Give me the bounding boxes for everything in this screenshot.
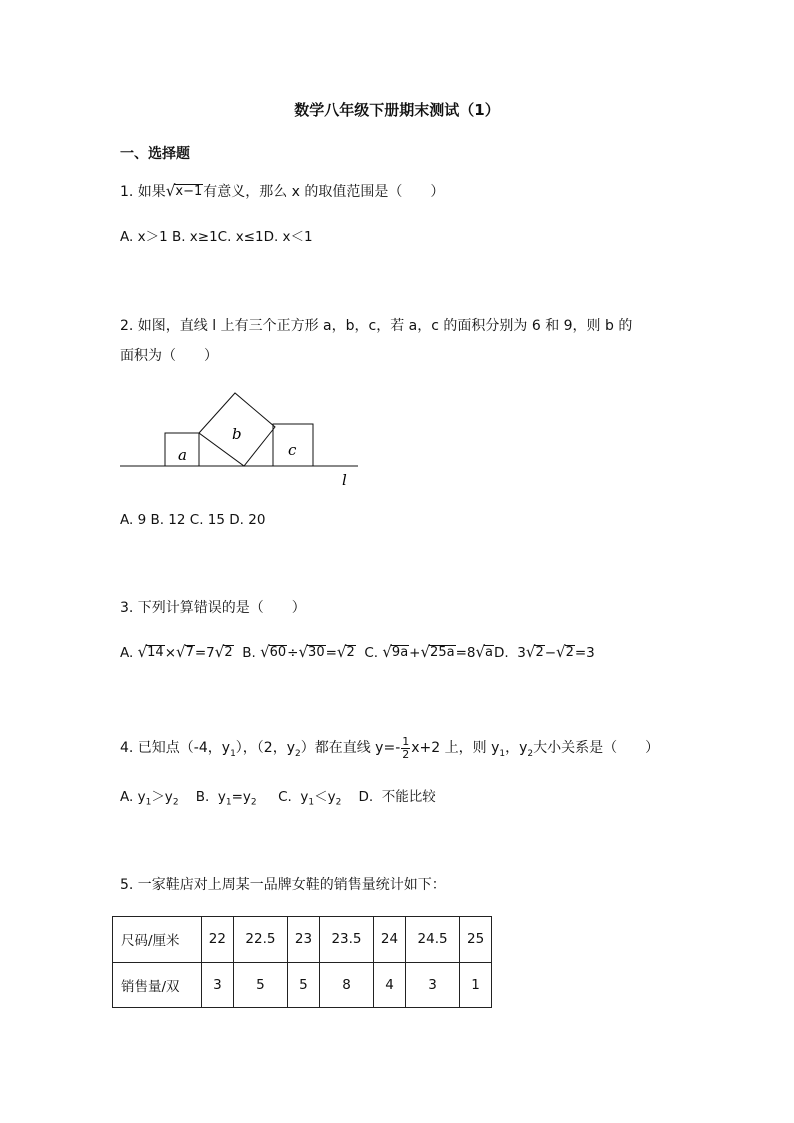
- table-header-size: 尺码/厘米: [113, 917, 202, 963]
- label-l: l: [342, 471, 347, 489]
- q3-d-radical-1: √ 2: [525, 642, 544, 662]
- table-cell: 4: [374, 962, 406, 1008]
- label-b: b: [232, 425, 242, 443]
- q1-suffix: 有意义，那么 x 的取值范围是（ ）: [203, 183, 445, 200]
- squares-on-line-figure: [115, 385, 375, 495]
- question-5-stem: 5. 一家鞋店对上周某一品牌女鞋的销售量统计如下：: [120, 877, 446, 893]
- question-4-stem: 4. 已知点（-4，$y_1$），（2，$y_2$）都在直线 y=- $\frac{1}{2}$ x+2 上，则 $y_1$，$y_2$大小关系是（ ）: [120, 735, 660, 761]
- table-cell: 5: [233, 962, 287, 1008]
- table-row: [113, 917, 492, 963]
- table-cell: 23: [288, 917, 320, 963]
- question-3-stem: 3. 下列计算错误的是（ ）: [120, 600, 306, 616]
- table-cell: 3: [202, 962, 234, 1008]
- table-cell: 23.5: [319, 917, 373, 963]
- question-1-options: A. x＞1 B. x≥1C. x≤1D. x＜1: [120, 229, 313, 245]
- table-cell: 22: [202, 917, 234, 963]
- question-1-stem: [120, 181, 445, 201]
- fraction-one-half: $\frac{1}{2}$: [402, 735, 410, 761]
- q3-b-radical-2: √ 30: [298, 642, 325, 662]
- q3-b-radical-3: √ 2: [336, 642, 355, 662]
- table-cell: 24: [374, 917, 406, 963]
- q3-a-radical-1: √ 14: [137, 642, 164, 662]
- table-cell: 3: [405, 962, 459, 1008]
- table-cell: 1: [460, 962, 492, 1008]
- table-row: [113, 962, 492, 1008]
- table-cell: 8: [319, 962, 373, 1008]
- q1-radicand: x−1: [175, 184, 203, 199]
- table-cell: 25: [460, 917, 492, 963]
- question-3-options: A. √ 14 × √ 7 =7 √ 2 B. √ 60 ÷ √ 30 = √ 2 C. √ 9a + √ 25a =8 √ a D. 3 √ 2 − √ 2 =3: [120, 642, 595, 662]
- table-header-sales: 销售量/双: [113, 962, 202, 1008]
- q3-b-radical-1: √ 60: [260, 642, 287, 662]
- question-2-stem-line1: 2. 如图，直线 l 上有三个正方形 a，b，c，若 a，c 的面积分别为 6 和 9，则 b 的: [120, 318, 633, 334]
- question-2-options: A. 9 B. 12 C. 15 D. 20: [120, 512, 266, 528]
- section-heading: 一、选择题: [120, 146, 190, 162]
- q3-d-radical-2: √ 2: [556, 642, 574, 662]
- sales-table: [112, 916, 492, 1008]
- table-cell: 24.5: [405, 917, 459, 963]
- label-a: a: [178, 446, 187, 464]
- table-cell: 5: [288, 962, 320, 1008]
- q3-a-radical-2: √ 7: [176, 642, 194, 662]
- question-4-options: A. $y_1>y_2$ B. $y_1=y_2$ C. $y_1<y_2$ D. 不能比较: [120, 789, 436, 808]
- table-cell: 22.5: [233, 917, 287, 963]
- page-title: 数学八年级下册期末测试（1）: [294, 101, 500, 119]
- label-c: c: [288, 441, 297, 459]
- question-2-stem-line2: 面积为（ ）: [120, 348, 218, 364]
- q3-c-radical-3: √ a: [475, 642, 493, 662]
- q3-c-radical-1: √ 9a: [382, 642, 409, 662]
- q1-prefix: 1. 如果: [120, 183, 166, 200]
- q1-radical: √ x−1: [165, 181, 203, 201]
- q3-c-radical-2: √ 25a: [420, 642, 455, 662]
- q3-a-radical-3: √ 2: [214, 642, 233, 662]
